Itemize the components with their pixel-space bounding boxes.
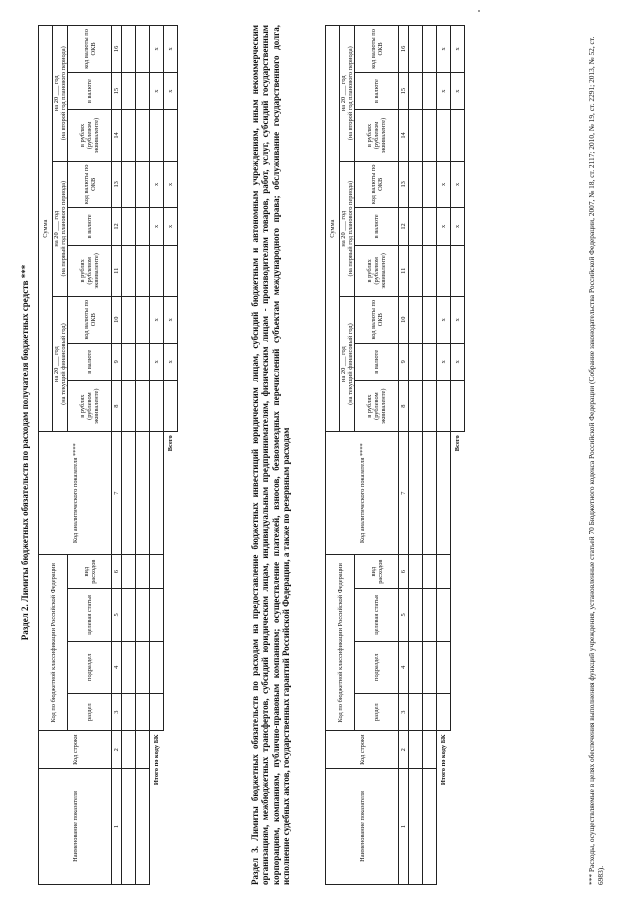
header-okv: код валюты по ОКВ [68,296,112,343]
header-target: целевая статья [355,589,399,641]
vsego-label: Всего [167,435,175,452]
header-bk-code: Код по бюджетной классификации Российской Федерации [326,555,355,731]
vsego-row: Всего x x x x x x [451,26,465,885]
header-year-2: на 20 ___ год (на первый год планового периода) [340,161,355,296]
header-exp-type: вид расходов [68,555,112,589]
header-year-2: на 20 ___ год (на первый год планового периода) [53,161,68,296]
section-3-table [325,25,465,885]
header-rub: в рублях (рублевом эквиваленте) [355,110,399,161]
scan-speck [478,10,480,12]
itogo-bk-label: Итого по коду БК [440,734,448,786]
table-row [136,26,150,885]
header-exp-type: вид расходов [355,555,399,589]
header-rub: в рублях (рублевом эквиваленте) [68,381,112,432]
header-okv: код валюты по ОКВ [68,161,112,208]
header-year-3: на 20 ___ год (на второй год планового периода) [53,26,68,162]
header-rub: в рублях (рублевом эквиваленте) [68,110,112,161]
header-target: целевая статья [68,589,112,641]
vsego-label: Всего [454,435,462,452]
header-podrazdel: подраздел [68,641,112,693]
column-numbers-row: 1 2 3 4 5 6 7 8 9 10 11 12 13 14 15 16 [112,26,122,885]
header-okv: код валюты по ОКВ [355,296,399,343]
header-cur: в валюте [355,208,399,246]
footnote: *** Расходы, осуществляемые в целях обеспечения выполнения функций учреждения, установленные статьей 70 Бюджетного кодекса Российской Федерации (Собрание законодательства Российской Федерации, 2007, № 18, ст. 2117; 2010, № 19, ст. 2291; 2013, № 52, ст. 6983). [587,36,606,885]
header-indicator: Наименование показателя [39,768,112,884]
table-row [122,26,136,885]
header-row-code: Код строки [39,731,112,769]
header-cur: в валюте [355,343,399,381]
header-sum: Сумма [39,26,53,432]
itogo-bk-row: Итого по коду БК x x x x x x [437,26,451,885]
header-indicator: Наименование показателя [326,768,399,884]
header-cur: в валюте [68,72,112,110]
header-analytic: Код аналитического показателя **** [326,432,399,555]
header-rub: в рублях (рублевом эквиваленте) [355,245,399,296]
vsego-row: Всего x x x x x x [164,26,178,885]
itogo-bk-label: Итого по коду БК [153,734,161,786]
header-okv: код валюты по ОКВ [355,161,399,208]
header-okv: код валюты по ОКВ [68,26,112,73]
section-2-table [38,25,178,885]
header-razdel: раздел [355,693,399,731]
header-year-3: на 20 ___ год (на второй год планового периода) [340,26,355,162]
header-okv: код валюты по ОКВ [355,26,399,73]
itogo-bk-row: Итого по коду БК x x x x x x [150,26,164,885]
header-podrazdel: подраздел [355,641,399,693]
header-year-1: на 20 ___ год (на текущий финансовый год) [53,296,68,431]
header-year-1: на 20 ___ год (на текущий финансовый год) [340,296,355,431]
header-cur: в валюте [68,208,112,246]
header-analytic: Код аналитического показателя **** [39,432,112,555]
header-cur: в валюте [68,343,112,381]
header-row-code: Код строки [326,731,399,769]
section-2-title: Раздел 2. Лимиты бюджетных обязательств по расходам получателя бюджетных средств *** [20,264,30,641]
table-row [409,26,423,885]
header-sum: Сумма [326,26,340,432]
header-rub: в рублях (рублевом эквиваленте) [68,245,112,296]
header-cur: в валюте [355,72,399,110]
column-numbers-row: 1 2 3 4 5 6 7 8 9 10 11 12 13 14 15 16 [399,26,409,885]
header-rub: в рублях (рублевом эквиваленте) [355,381,399,432]
section-3-title: Раздел 3. Лимиты бюджетных обязательств по расходам на предоставление бюджетных инвестиций юридическим лицам, субсидий бюджетным и автономным учреждениям, иным некоммерческим организациям, межбюджетных трансфертов, субсидий юридическим лицам, индивидуальным предпринимателям, физическим лицам - производителям товаров, работ, услуг, субсидий государственным корпорациям, компаниям, публично-правовым компаниям; осуществление платежей, взносов, безвозмездных перечислений субъектам международного права; обслуживание государственного долга, исполнение судебных актов, государственных гарантий Российской Федерации, а также по резервным расходам [250,25,292,885]
header-bk-code: Код по бюджетной классификации Российской Федерации [39,555,68,731]
table-row [423,26,437,885]
header-razdel: раздел [68,693,112,731]
